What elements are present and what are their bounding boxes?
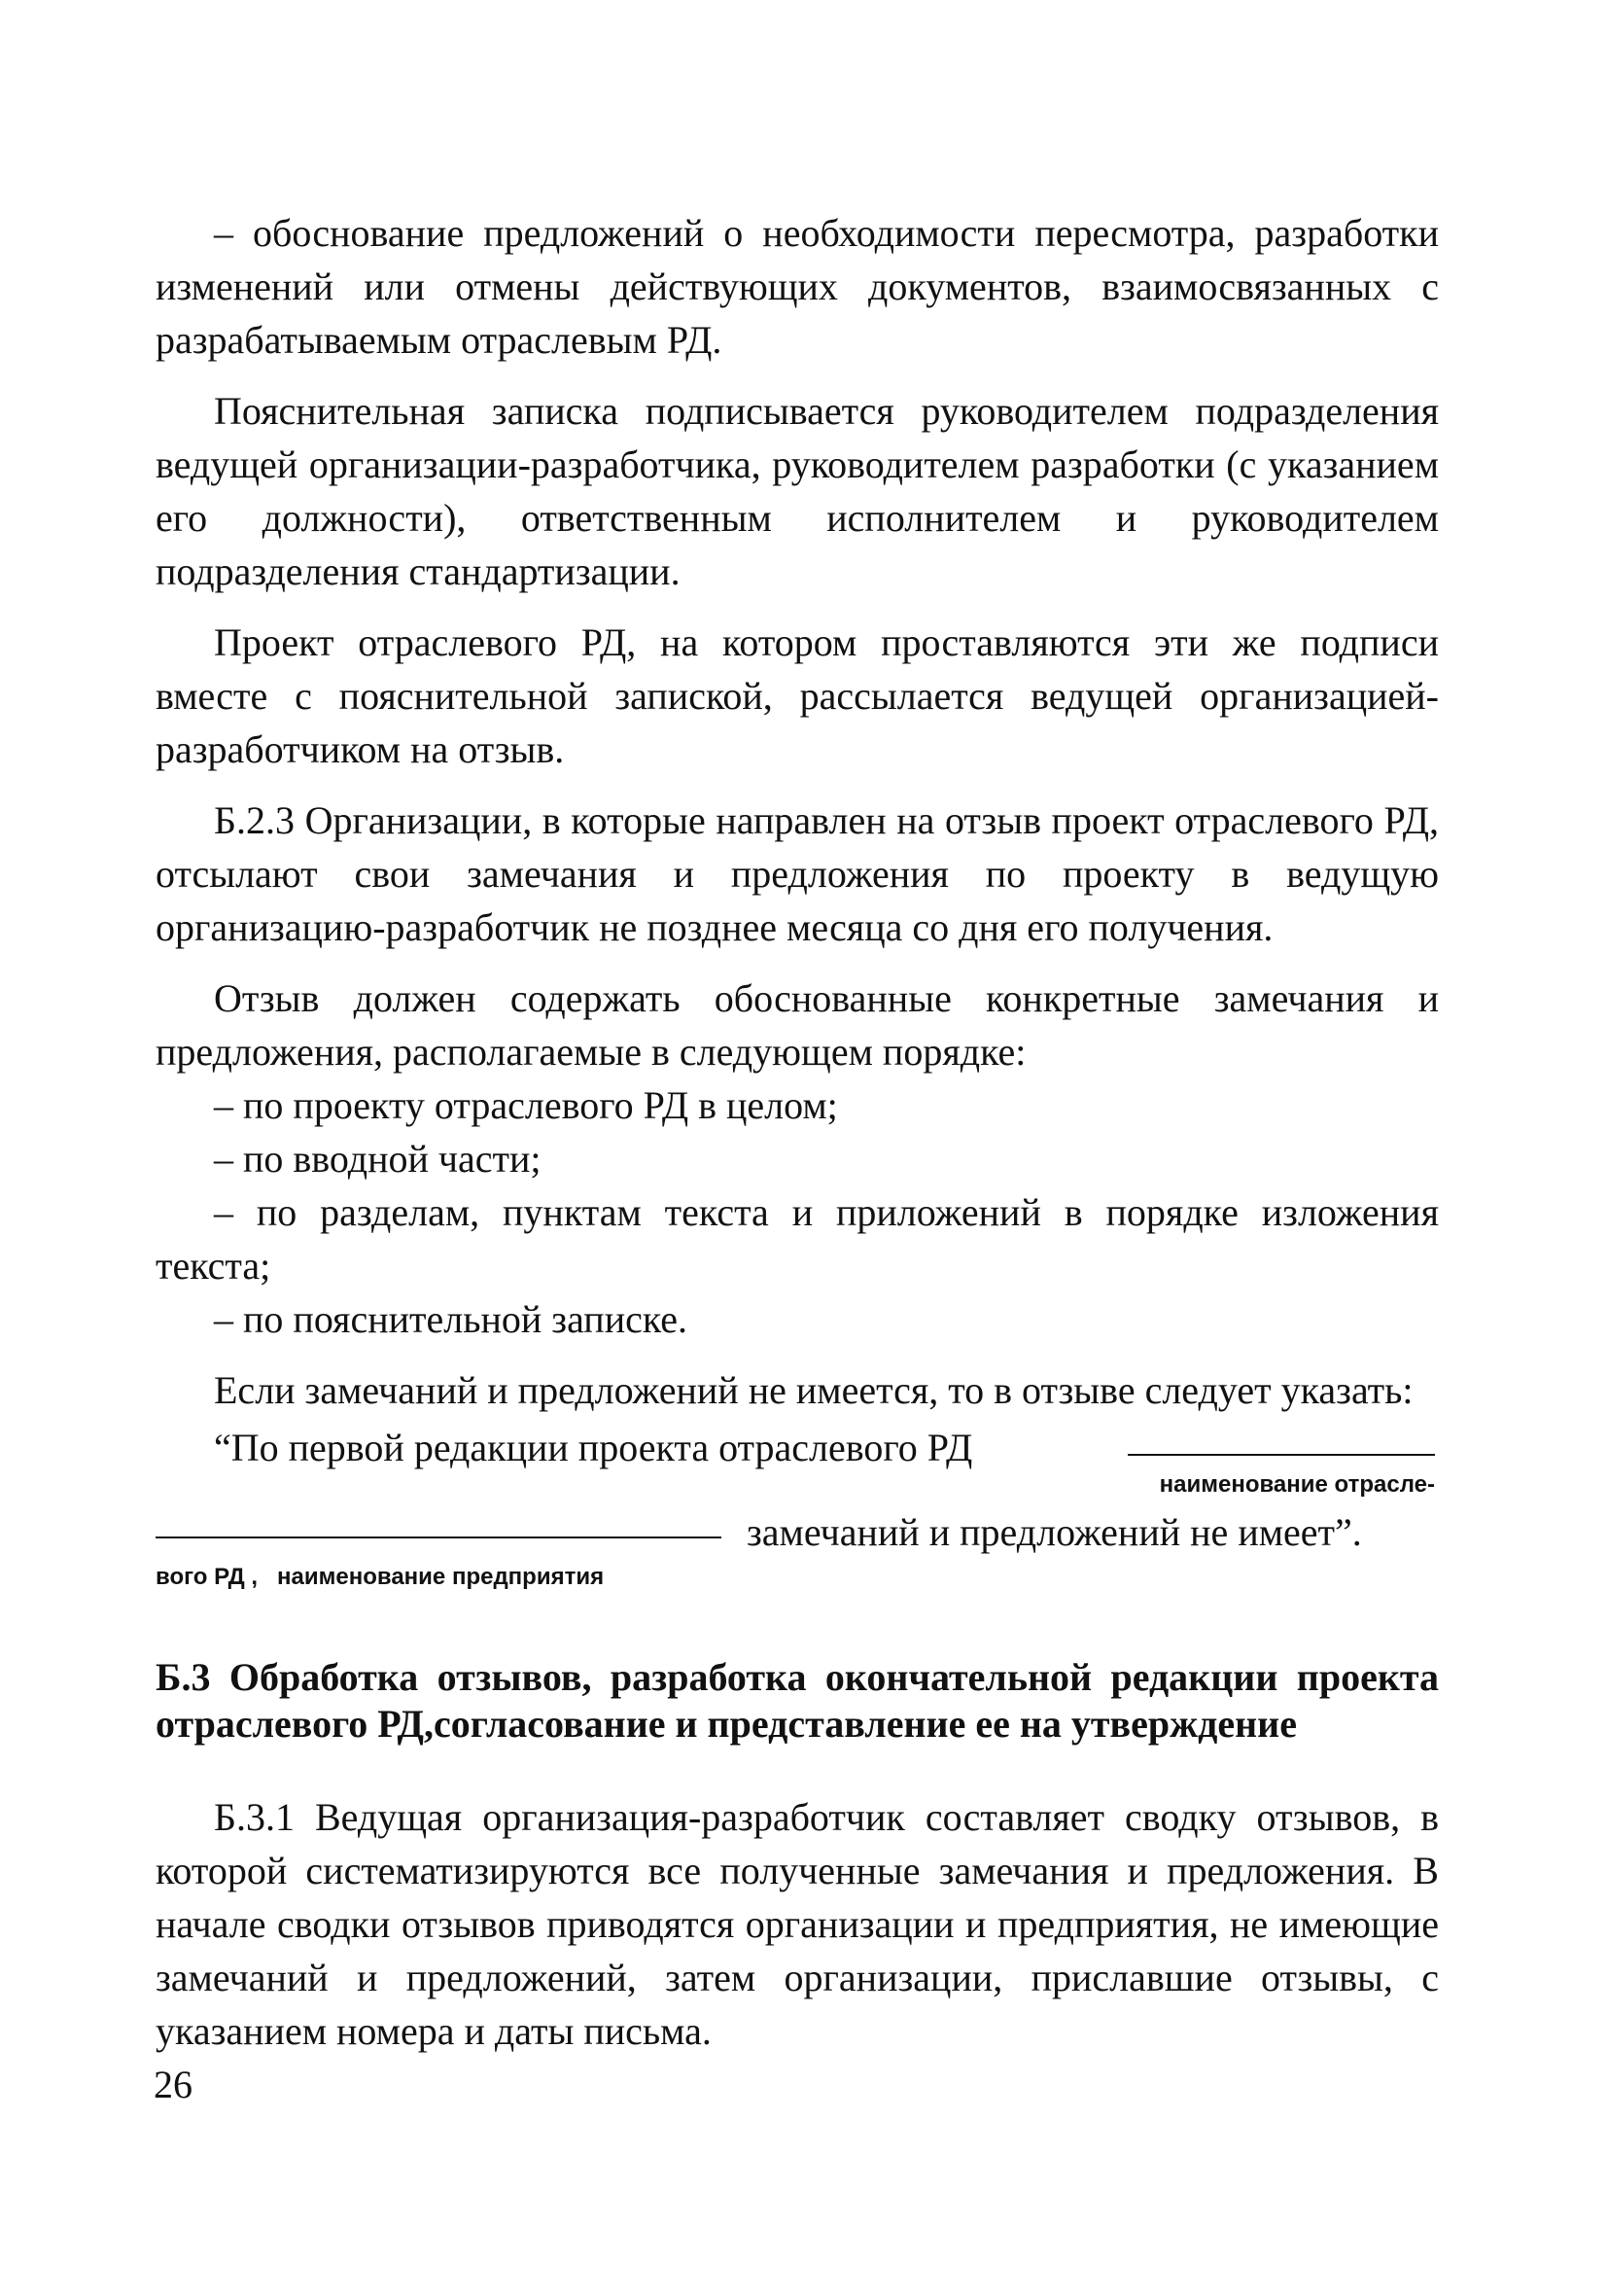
form-caption-row-2 xyxy=(156,1559,1439,1598)
paragraph-if-none: Если замечаний и предложений не имеется, то в отзыве следует указать: xyxy=(214,1368,1414,1412)
document-body xyxy=(156,206,1439,2058)
list-item-whole: – по проекту отраслевого РД в целом; xyxy=(214,1083,838,1127)
form-blank-industry xyxy=(1128,1452,1435,1456)
page-number: 26 xyxy=(154,2063,192,2106)
paragraph-note-signing: Пояснительная записка подписывается руководителем подразделения ведущей организации-разработчика, руководителем разработки (с указанием его должности), ответственным исполнителем и руководителем подразделения стандартизации. xyxy=(156,389,1439,593)
list-item-intro: – по вводной части; xyxy=(214,1137,542,1181)
caption-enterprise: вого РД , наименование предприятия xyxy=(156,1564,605,1590)
form-caption-row-1 xyxy=(156,1471,1439,1505)
paragraph-review-content: Отзыв должен содержать обоснованные конкретные замечания и предложения, располагаемые в следующем порядке: xyxy=(156,976,1439,1074)
paragraph-b-2-3: Б.2.3 Организации, в которые направлен на отзыв проект отраслевого РД, отсылают свои замечания и предложения по проекту в ведущую организацию-разработчик не позднее месяца со дня его получения. xyxy=(156,798,1439,949)
form-line-2 xyxy=(156,1505,1439,1559)
paragraph-b-3-1: Б.3.1 Ведущая организация-разработчик составляет сводку отзывов, в которой систематизируются все полученные замечания и предложения. В начале сводки отзывов приводятся организации и предприятия, не имеющие замечаний и предложений, затем организации, приславшие отзывы, с указанием номера и даты письма. xyxy=(156,1795,1439,2053)
list-item-sections: – по разделам, пунктам текста и приложений в порядке изложения текста; xyxy=(156,1190,1439,1288)
caption-industry: наименование отрасле- xyxy=(1159,1471,1435,1498)
list-item-note: – по пояснительной записке. xyxy=(214,1297,688,1341)
section-heading-b-3: Б.3 Обработка отзывов, разработка окончательной редакции проекта отраслевого РД,согласование и представление ее на утверждение xyxy=(156,1655,1439,1746)
paragraph-draft-distribution: Проект отраслевого РД, на котором проставляются эти же подписи вместе с пояснительной запиской, рассылается ведущей организацией-разработчиком на отзыв. xyxy=(156,620,1439,771)
paragraph-justification: – обоснование предложений о необходимости пересмотра, разработки изменений или отмены действующих документов, взаимосвязанных с разрабатываемым отраслевым РД. xyxy=(156,211,1439,362)
form-line-2-text: замечаний и предложений не имеет”. xyxy=(747,1510,1362,1554)
form-blank-enterprise xyxy=(156,1535,721,1538)
form-line-1 xyxy=(156,1421,1439,1474)
form-line-1-text: “По первой редакции проекта отраслевого РД xyxy=(214,1426,973,1469)
